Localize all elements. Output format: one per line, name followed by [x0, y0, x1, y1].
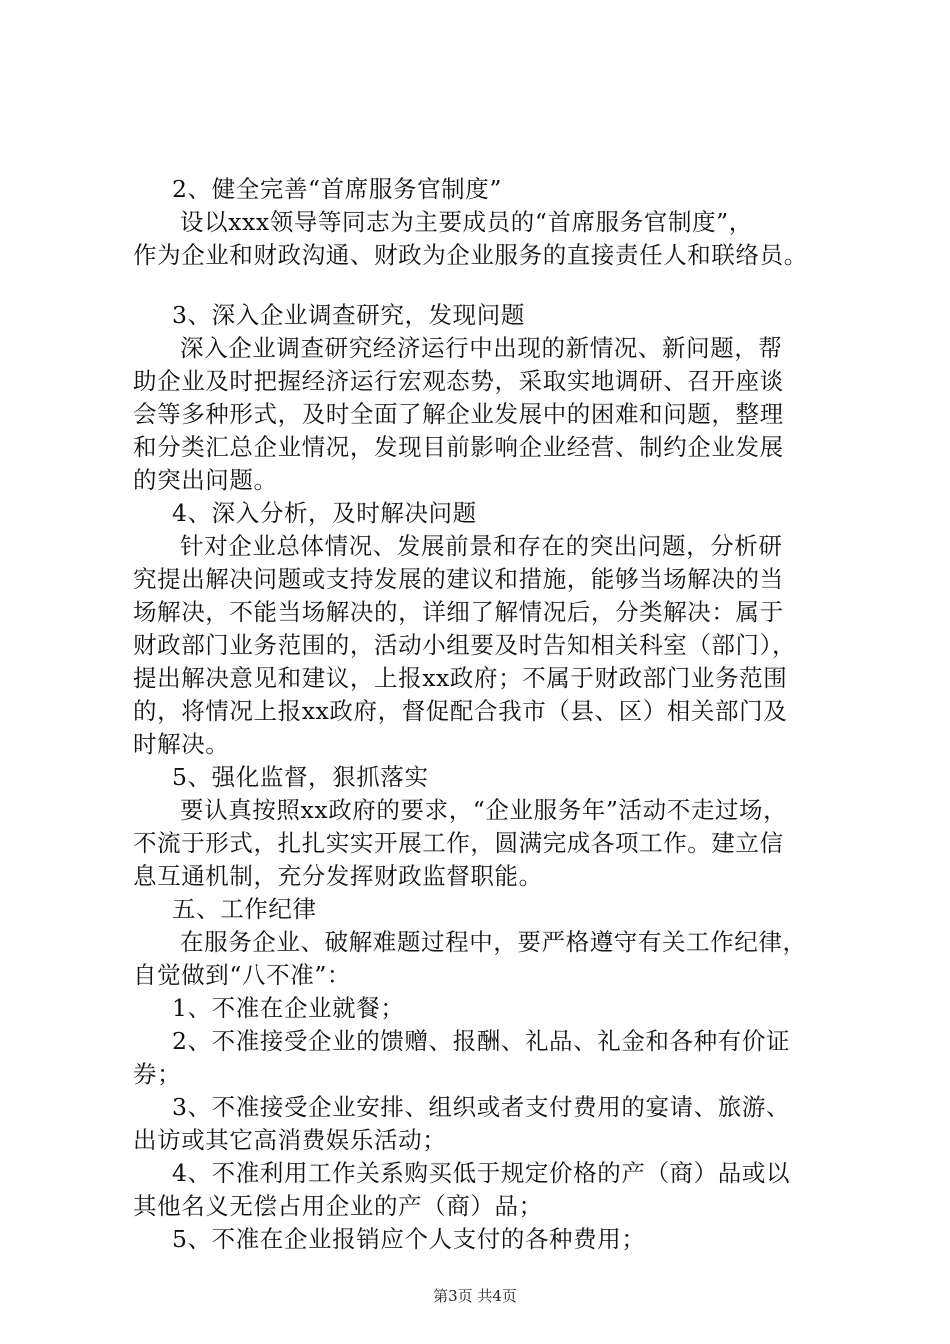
section-heading: 3、深入企业调查研究，发现问题 [172, 301, 525, 329]
paragraph-line: 息互通机制，充分发挥财政监督职能。 [133, 862, 543, 890]
paragraph-line: 深入企业调查研究经济运行中出现的新情况、新问题，帮 [180, 334, 783, 362]
paragraph-line: 针对企业总体情况、发展前景和存在的突出问题，分析研 [180, 532, 783, 560]
paragraph-line: 财政部门业务范围的，活动小组要及时告知相关科室（部门）， [133, 631, 797, 659]
paragraph-line: 会等多种形式，及时全面了解企业发展中的困难和问题，整理 [133, 400, 784, 428]
paragraph-line: 究提出解决问题或支持发展的建议和措施，能够当场解决的当 [133, 565, 784, 593]
list-item-continuation: 其他名义无偿占用企业的产（商）品； [133, 1192, 543, 1220]
section-heading: 2、健全完善“首席服务官制度” [172, 175, 502, 203]
paragraph-line: 在服务企业、破解难题过程中，要严格遵守有关工作纪律， [180, 928, 807, 956]
section-heading: 五、工作纪律 [172, 895, 317, 923]
paragraph-line: 助企业及时把握经济运行宏观态势，采取实地调研、召开座谈 [133, 367, 784, 395]
paragraph-line: 和分类汇总企业情况，发现目前影响企业经营、制约企业发展 [133, 433, 784, 461]
paragraph-line: 作为企业和财政沟通、财政为企业服务的直接责任人和联络员。 [133, 241, 808, 269]
list-item: 5、不准在企业报销应个人支付的各种费用； [172, 1225, 646, 1253]
paragraph-line: 的，将情况上报xx政府，督促配合我市（县、区）相关部门及 [133, 697, 788, 725]
page-footer: 第3页 共4页 [433, 1287, 517, 1305]
paragraph-line: 提出解决意见和建议，上报xx政府；不属于财政部门业务范围 [133, 664, 788, 692]
paragraph-line: 场解决，不能当场解决的，详细了解情况后，分类解决：属于 [133, 598, 784, 626]
paragraph-line: 时解决。 [133, 730, 230, 758]
list-item: 4、不准利用工作关系购买低于规定价格的产（商）品或以 [172, 1159, 791, 1187]
list-item-continuation: 券； [133, 1060, 182, 1088]
paragraph-line: 要认真按照xx政府的要求，“企业服务年”活动不走过场， [180, 796, 788, 824]
section-heading: 5、强化监督，狠抓落实 [172, 763, 429, 791]
list-item: 2、不准接受企业的馈赠、报酬、礼品、礼金和各种有价证 [172, 1027, 791, 1055]
section-heading: 4、深入分析，及时解决问题 [172, 499, 477, 527]
list-item-continuation: 出访或其它高消费娱乐活动； [133, 1126, 447, 1154]
paragraph-line: 设以xxx领导等同志为主要成员的“首席服务官制度”， [180, 208, 753, 236]
paragraph-line: 不流于形式，扎扎实实开展工作，圆满完成各项工作。建立信 [133, 829, 784, 857]
list-item: 3、不准接受企业安排、组织或者支付费用的宴请、旅游、 [172, 1093, 791, 1121]
list-item: 1、不准在企业就餐； [172, 994, 405, 1022]
paragraph-line: 的突出问题。 [133, 466, 278, 494]
paragraph-line: 自觉做到“八不准”： [133, 961, 352, 989]
